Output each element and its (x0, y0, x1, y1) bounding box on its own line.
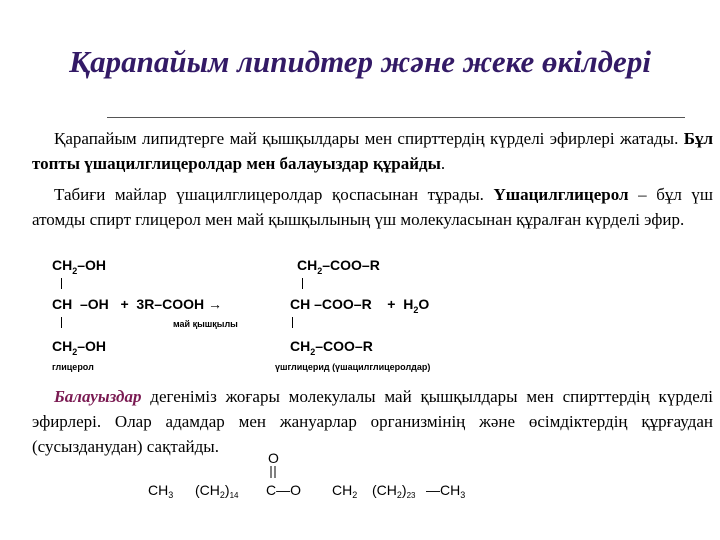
arrow-annotation: май қышқылы (173, 319, 238, 329)
wax-structural-formula (140, 445, 480, 505)
reaction-row1-right: $CH_2-COO-R$ (297, 257, 380, 276)
bond-line (292, 317, 293, 328)
formula-ch3-right: $—CH_3$ (426, 482, 466, 500)
formula-ch2-chain-23: $(CH_2)_{23}$ (372, 482, 416, 500)
page-title: Қарапайым липидтер және жеке өкілдері (69, 44, 651, 79)
formula-ch3-left: $CH_3$ (148, 482, 174, 500)
paragraph-text: дегеніміз жоғары молекулалы май қышқылдары мен спирттердің күрделі эфирлері. Олар адамдар мен жануарлар организмінің және өсімдіктердің құрғаудан (сусызданудан) сақтайды. (32, 387, 713, 456)
bond-line (302, 278, 303, 289)
paragraph-triacylglycerol (32, 182, 713, 232)
bond-line (61, 278, 62, 289)
paragraph-bold-text: Бұл топты үшацилглицеролдар мен балауыздар құрайды (32, 129, 713, 173)
formula-ch2-group-14: $(CH_2)_{14}$ (195, 482, 239, 500)
title-divider (107, 117, 685, 118)
reaction-row3-left: $CH_2-OH$ (52, 338, 107, 357)
carbonyl-oxygen: O (268, 450, 279, 466)
paragraph-rest: – бұл үш атомды спирт глицерол мен май қышқылының үш молекуласынан құралған күрделі эфир. (32, 185, 713, 229)
bond-line (61, 317, 62, 328)
formula-ester-linkage: C—O (266, 482, 301, 498)
reaction-row2-right: CH –COO–R + $H_2O$ (290, 296, 430, 315)
paragraph-end: . (440, 154, 446, 173)
formula-ch2: $CH_2$ (332, 482, 358, 500)
reaction-row3-right: $CH_2-COO-R$ (290, 338, 373, 357)
formula-svg (140, 445, 480, 505)
paragraph-text: Қарапайым липидтерге май қышқылдары мен спирттердің күрделі эфирлері жатады. (54, 129, 684, 148)
reaction-row1-left: $CH_2-OH$ (52, 257, 107, 276)
reaction-row2-left: CH –OH + 3R–COOH → (52, 296, 222, 312)
paragraph-bold-term: Үшацилглицерол (493, 185, 629, 204)
paragraph-simple-lipids (32, 126, 713, 176)
paragraph-text: Табиғи майлар үшацилглицеролдар қоспасынан тұрады. (54, 185, 494, 204)
paragraph-term-waxes: Балауыздар (54, 387, 142, 406)
label-triglyceride: үшглицерид (үшацилглицеролдар) (275, 362, 431, 372)
label-glycerol: глицерол (52, 362, 94, 372)
